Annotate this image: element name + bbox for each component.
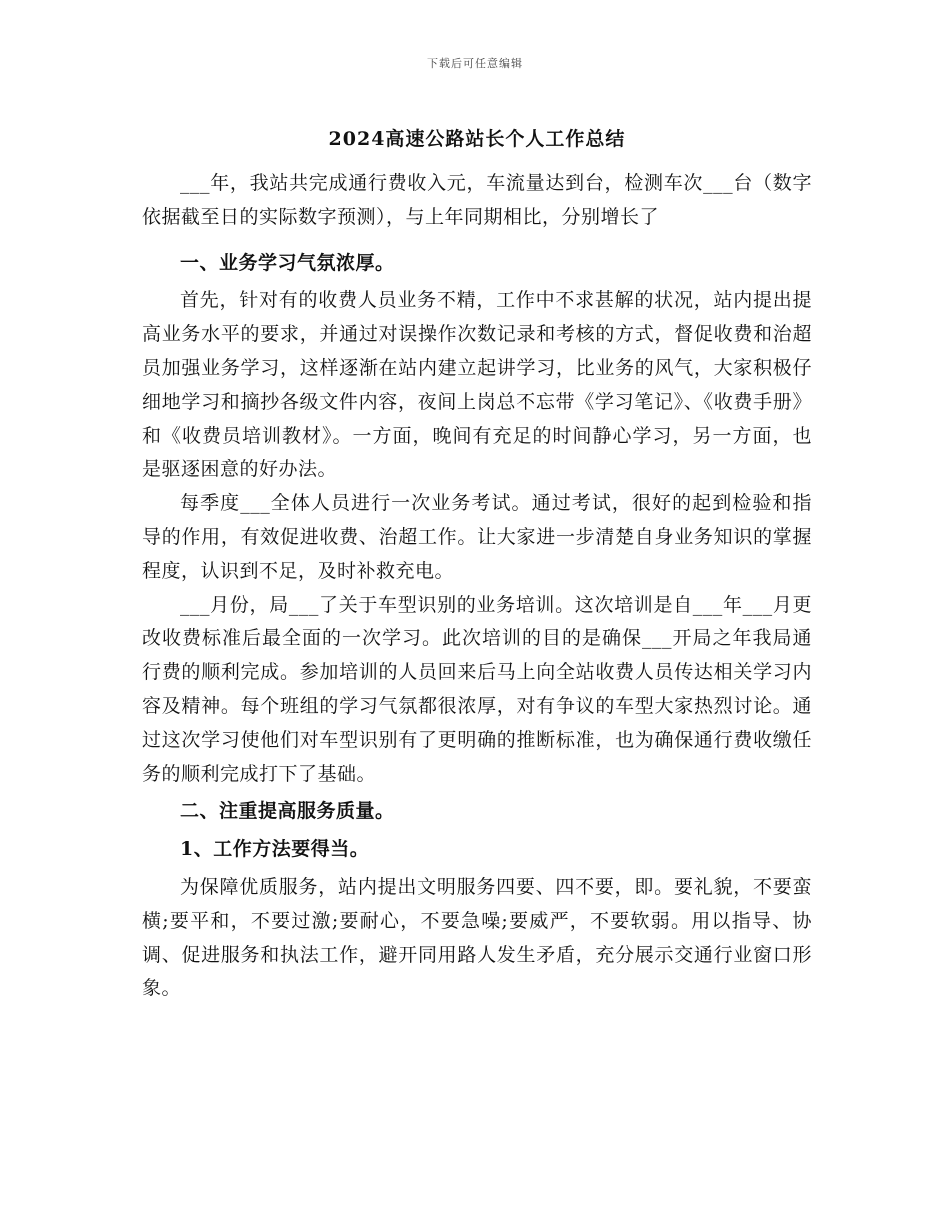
section-heading-1: 一、业务学习气氛浓厚。: [180, 251, 395, 274]
page-header-note: 下载后可任意编辑: [427, 57, 523, 70]
document-title: 2024高速公路站长个人工作总结: [328, 128, 626, 150]
intro-paragraph: ___年，我站共完成通行费收入元，车流量达到台，检测车次___台（数字依据截至日的实际数字预测），与上年同期相比，分别增长了: [142, 172, 812, 228]
subsection-heading-2-1: 1、工作方法要得当。: [180, 838, 370, 861]
paragraph-4: 为保障优质服务，站内提出文明服务四要、四不要，即。要礼貌，不要蛮横;要平和，不要过激;要耐心，不要急噪;要威严，不要软弱。用以指导、协调、促进服务和执法工作，避开同用路人发生矛盾，充分展示交通行业窗口形象。: [142, 875, 812, 1000]
spacer: [142, 235, 812, 243]
paragraph-2: 每季度___全体人员进行一次业务考试。通过考试，很好的起到检验和指导的作用，有效促进收费、治超工作。让大家进一步清楚自身业务知识的掌握程度，认识到不足，及时补救充电。: [142, 492, 812, 582]
paragraph-3: ___月份，局___了关于车型识别的业务培训。这次培训是自___年___月更改收费标准后最全面的一次学习。此次培训的目的是确保___开局之年我局通行费的顺利完成。参加培训的人员回来后马上向全站收费人员传达相关学习内容及精神。每个班组的学习气氛都很浓厚，对有争议的车型大家热烈讨论。通过这次学习使他们对车型识别有了更明确的推断标准，也为确保通行费收缴任务的顺利完成打下了基础。: [142, 593, 812, 785]
document-body: [142, 123, 812, 1006]
section-heading-2: 二、注重提高服务质量。: [180, 800, 395, 823]
paragraph-1: 首先，针对有的收费人员业务不精，工作中不求甚解的状况，站内提出提高业务水平的要求，并通过对误操作次数记录和考核的方式，督促收费和治超员加强业务学习，这样逐渐在站内建立起讲学习，比业务的风气，大家积极仔细地学习和摘抄各级文件内容，夜间上岗总不忘带《学习笔记》、《收费手册》和《收费员培训教材》。一方面，晚间有充足的时间静心学习，另一方面，也是驱逐困意的好办法。: [142, 289, 812, 481]
